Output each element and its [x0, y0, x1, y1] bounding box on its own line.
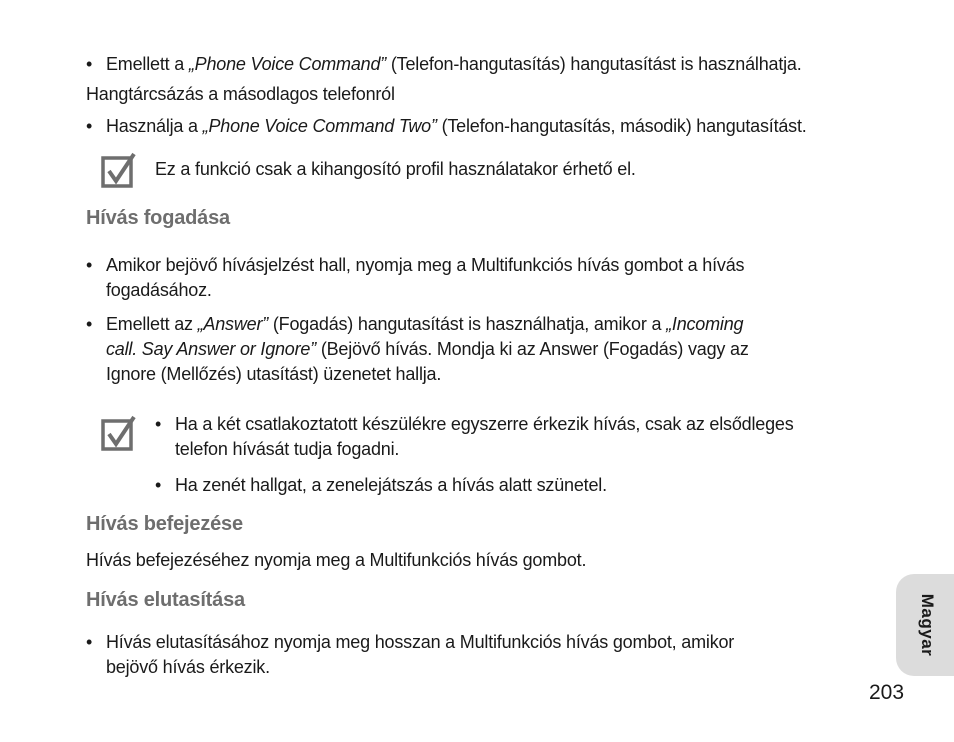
bullet-dot: • [86, 255, 93, 275]
list-item-text: Hívás elutasításához nyomja meg hosszan a Multifunkciós hívás gombot, amikor [106, 632, 735, 652]
bullet-dot: • [155, 414, 162, 434]
note-text: Ez a funkció csak a kihangosító profil használatakor érhető el. [155, 159, 636, 179]
bullet-dot: • [86, 54, 93, 74]
subheading-text: Hangtárcsázás a másodlagos telefonról [86, 84, 395, 104]
section-heading: Hívás fogadása [86, 207, 230, 229]
checkbox-check-icon [101, 152, 137, 188]
list-item-text: call. Say Answer or Ignore” (Bejövő hívás. Mondja ki az Answer (Fogadás) vagy az [106, 339, 749, 359]
list-item-text: bejövő hívás érkezik. [106, 657, 270, 677]
language-tab-label: Magyar [918, 593, 937, 657]
bullet-dot: • [86, 632, 93, 652]
note-text: Ha a két csatlakoztatott készülékre egyszerre érkezik hívás, csak az elsődleges [175, 414, 794, 434]
list-item-text: Emellett a „Phone Voice Command” (Telefon-hangutasítás) hangutasítást is használhatja. [106, 54, 802, 74]
section-heading: Hívás elutasítása [86, 589, 245, 611]
checkbox-check-icon [101, 415, 137, 451]
paragraph-text: Hívás befejezéséhez nyomja meg a Multifunkciós hívás gombot. [86, 550, 587, 570]
list-item-text: Emellett az „Answer” (Fogadás) hangutasítást is használhatja, amikor a „Incoming [106, 314, 744, 334]
page-number: 203 [869, 681, 905, 704]
bullet-dot: • [155, 475, 162, 495]
list-item-text: Használja a „Phone Voice Command Two” (Telefon-hangutasítás, második) hangutasítást. [106, 116, 807, 136]
bullet-dot: • [86, 314, 93, 334]
note-text: Ha zenét hallgat, a zenelejátszás a hívás alatt szünetel. [175, 475, 607, 495]
section-heading: Hívás befejezése [86, 513, 243, 535]
list-item-text: Amikor bejövő hívásjelzést hall, nyomja meg a Multifunkciós hívás gombot a hívás [106, 255, 745, 275]
bullet-dot: • [86, 116, 93, 136]
note-text: telefon hívását tudja fogadni. [175, 439, 400, 459]
list-item-text: fogadásához. [106, 280, 212, 300]
list-item-text: Ignore (Mellőzés) utasítást) üzenetet hallja. [106, 364, 442, 384]
